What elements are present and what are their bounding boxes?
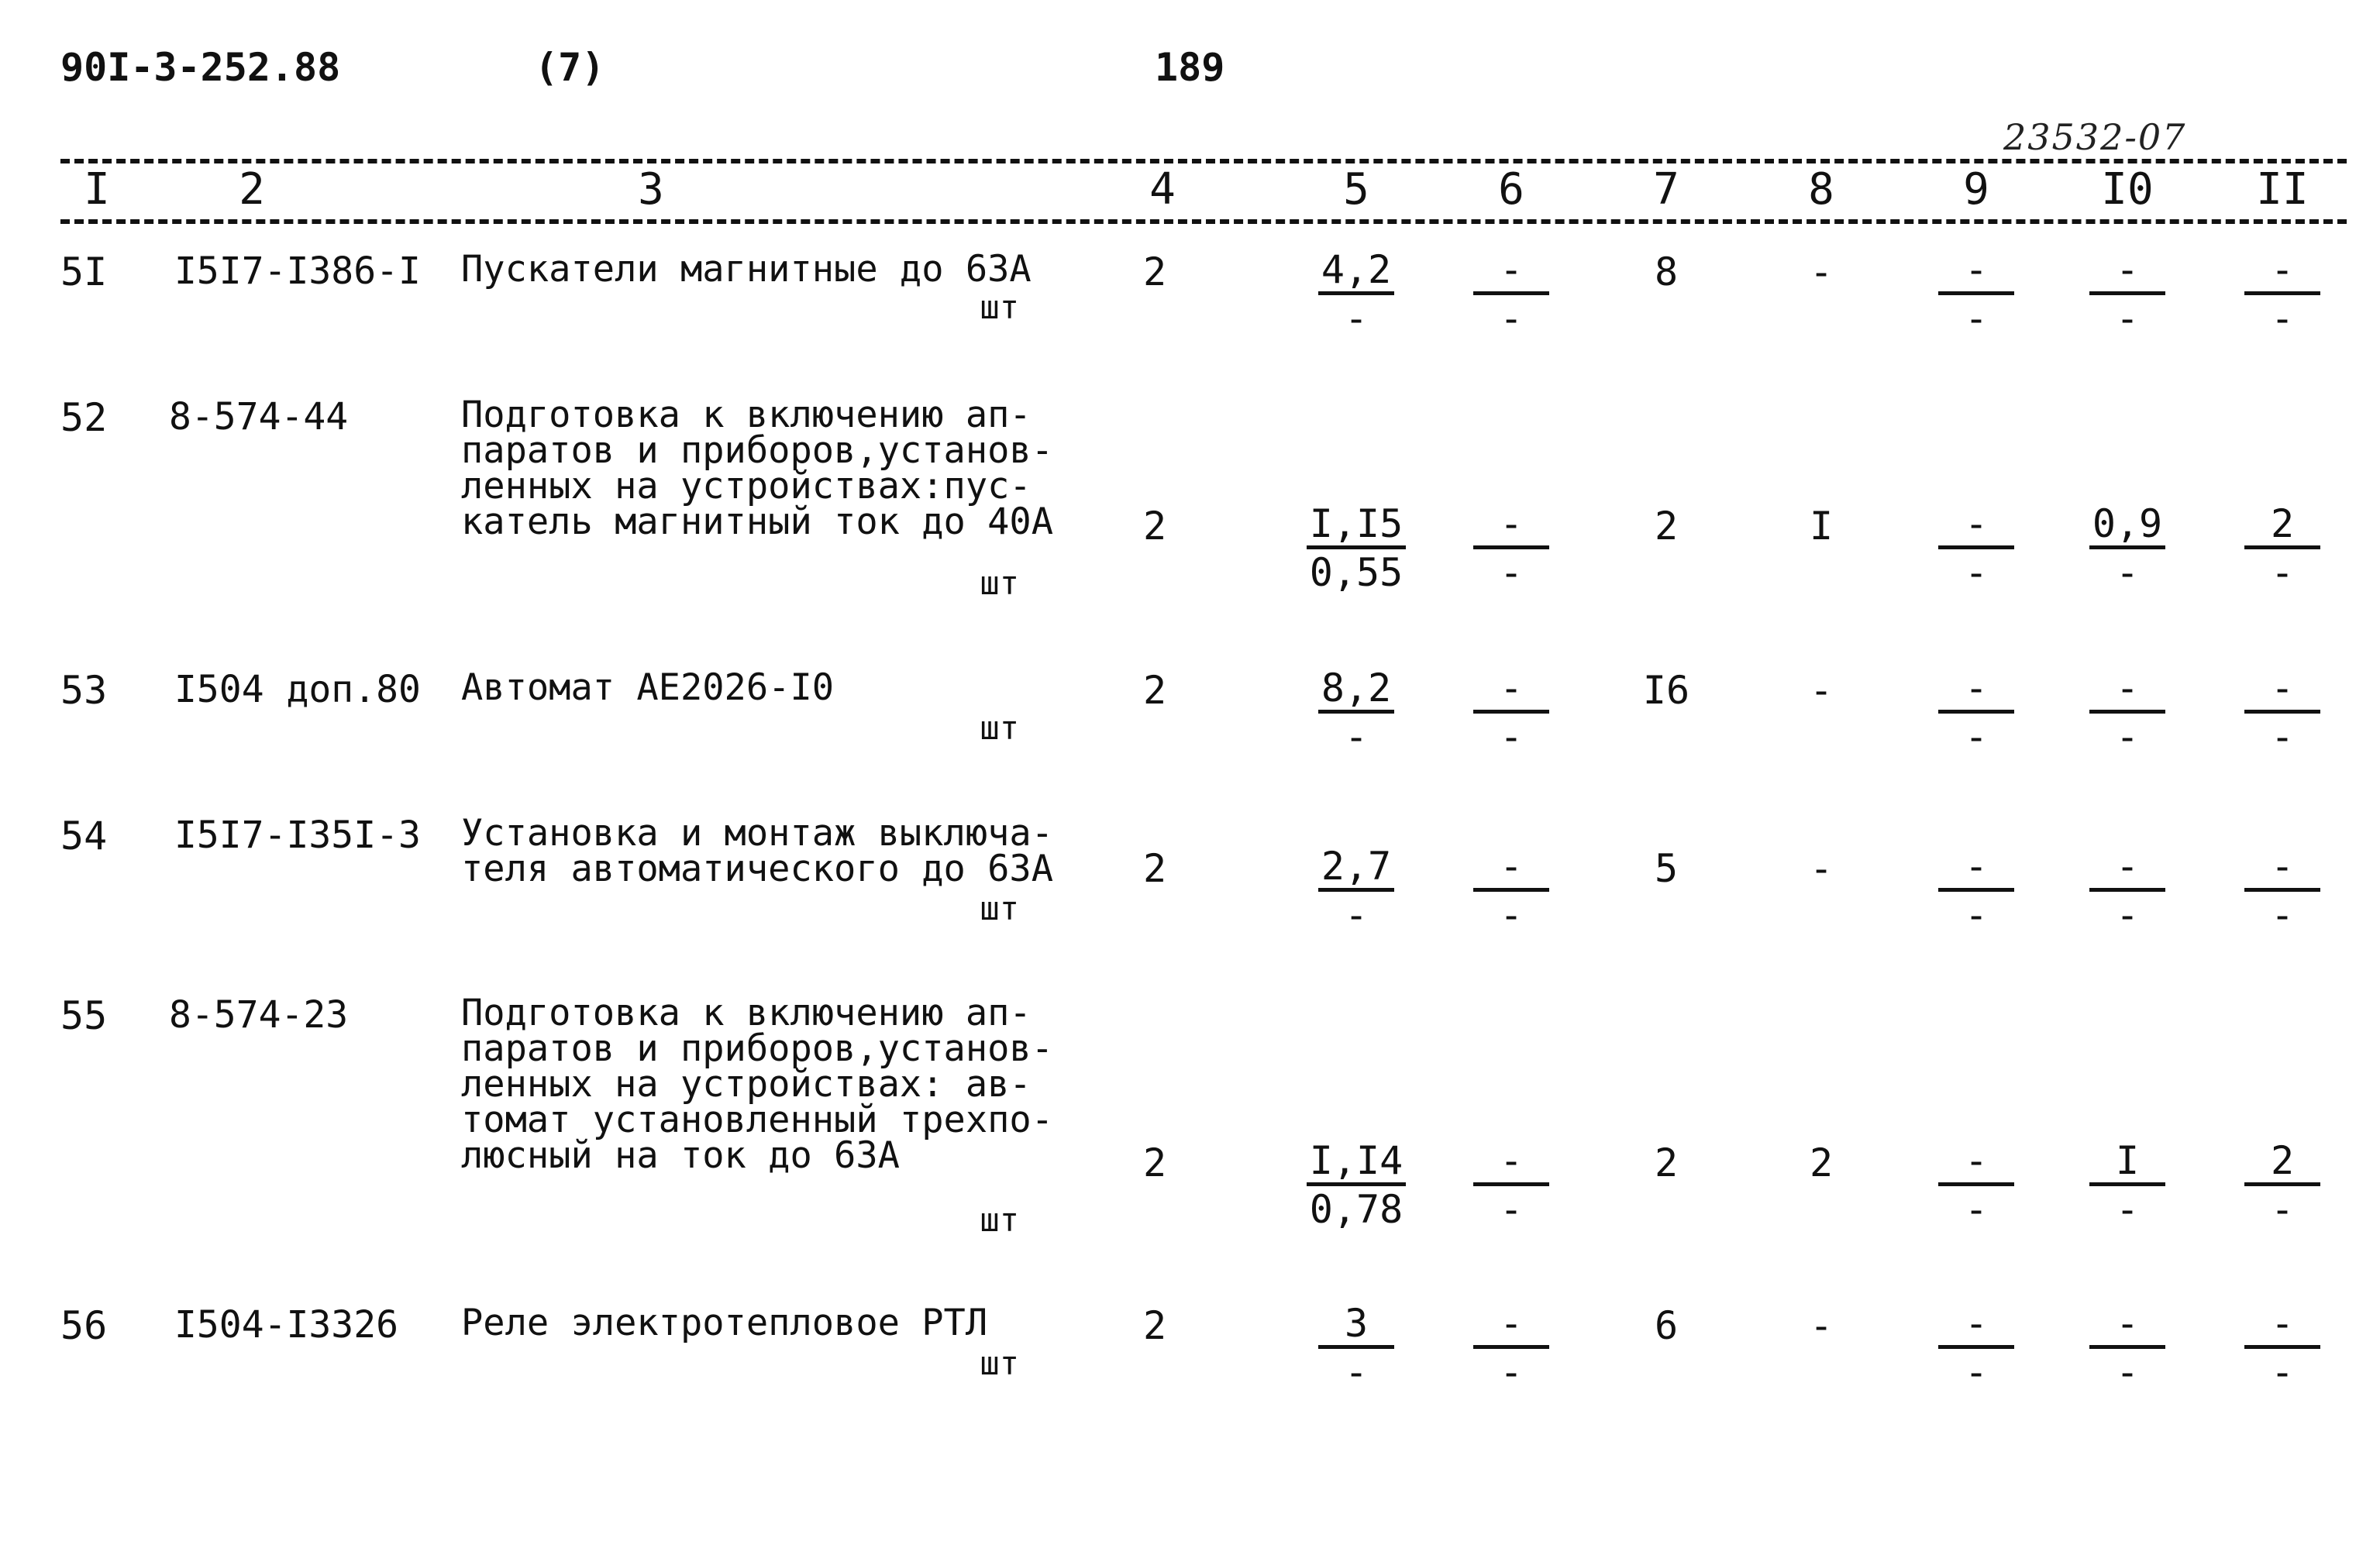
- item-description: Автомат АЕ2026-I0: [461, 666, 835, 709]
- quantity-cell: 2: [1142, 504, 1167, 549]
- column-header-2: 2: [239, 164, 265, 215]
- item-description: Реле электротепловое РТЛ: [461, 1302, 988, 1344]
- fraction-cell-5: 2,7 -: [1302, 843, 1410, 938]
- column-header-10: I0: [2101, 164, 2154, 215]
- fraction-cell-11: - -: [2228, 246, 2337, 342]
- fraction-cell-6: - -: [1457, 843, 1565, 938]
- quantity-cell: 2: [1142, 1140, 1167, 1185]
- norm-code: I504-I3326: [174, 1303, 398, 1347]
- page-number: 189: [1155, 45, 1225, 90]
- fraction-cell-9: - -: [1922, 501, 2030, 596]
- item-description: Подготовка к включению ап- паратов и приборов,установ- ленных на устройствах: ав- томат установленный трехпо- люсный на ток до 63А: [461, 992, 1054, 1177]
- header-rule-bottom: [60, 219, 2347, 224]
- item-description: Пускатели магнитные до 63А: [461, 248, 1032, 291]
- row-number: 55: [60, 993, 108, 1038]
- column-header-3: 3: [638, 164, 664, 215]
- row-number: 54: [60, 814, 108, 858]
- row-number: 5I: [60, 249, 108, 294]
- norm-code: I5I7-I35I-3: [174, 814, 421, 857]
- norm-code: I504 доп.80: [174, 668, 421, 711]
- cell-7: 5: [1654, 846, 1679, 891]
- cell-8: -: [1809, 249, 1834, 294]
- fraction-cell-9: - -: [1922, 665, 2030, 760]
- norm-code: 8-574-44: [169, 395, 349, 439]
- cell-7: 2: [1654, 504, 1679, 549]
- fraction-cell-5: 3 -: [1302, 1300, 1410, 1395]
- fraction-cell-10: 0,9 -: [2073, 501, 2182, 596]
- column-header-7: 7: [1653, 164, 1679, 215]
- row-number: 52: [60, 395, 108, 440]
- column-header-6: 6: [1498, 164, 1524, 215]
- section-number: (7): [535, 45, 605, 90]
- quantity-cell: 2: [1142, 1303, 1167, 1348]
- unit-label: шт: [980, 1344, 1019, 1382]
- fraction-cell-6: - -: [1457, 246, 1565, 342]
- fraction-cell-9: - -: [1922, 843, 2030, 938]
- fraction-cell-10: - -: [2073, 665, 2182, 760]
- quantity-cell: 2: [1142, 249, 1167, 294]
- fraction-cell-10: - -: [2073, 246, 2182, 342]
- cell-8: 2: [1809, 1140, 1834, 1185]
- header-rule-top: [60, 159, 2347, 163]
- column-header-11: II: [2256, 164, 2309, 215]
- fraction-cell-10: I -: [2073, 1137, 2182, 1233]
- column-header-4: 4: [1149, 164, 1176, 215]
- fraction-cell-6: - -: [1457, 501, 1565, 596]
- cell-8: -: [1809, 846, 1834, 891]
- handwritten-stamp: 23532-07: [2003, 116, 2187, 158]
- fraction-cell-5: 4,2 -: [1302, 246, 1410, 342]
- item-description: Подготовка к включению ап- паратов и приборов,установ- ленных на устройствах:пус- катель магнитный ток до 40А: [461, 394, 1054, 543]
- fraction-cell-6: - -: [1457, 665, 1565, 760]
- fraction-cell-5: 8,2 -: [1302, 665, 1410, 760]
- fraction-cell-6: - -: [1457, 1300, 1565, 1395]
- fraction-cell-9: - -: [1922, 1300, 2030, 1395]
- row-number: 56: [60, 1303, 108, 1348]
- document-code: 90I-3-252.88: [60, 45, 341, 90]
- fraction-cell-11: 2 -: [2228, 1137, 2337, 1233]
- column-header-8: 8: [1808, 164, 1834, 215]
- quantity-cell: 2: [1142, 668, 1167, 713]
- fraction-cell-10: - -: [2073, 843, 2182, 938]
- fraction-cell-11: - -: [2228, 665, 2337, 760]
- fraction-cell-10: - -: [2073, 1300, 2182, 1395]
- cell-8: -: [1809, 668, 1834, 713]
- row-number: 53: [60, 668, 108, 713]
- column-header-1: I: [84, 164, 110, 215]
- fraction-cell-9: - -: [1922, 1137, 2030, 1233]
- cell-8: -: [1809, 1303, 1834, 1348]
- unit-label: шт: [980, 1201, 1019, 1239]
- fraction-cell-11: - -: [2228, 1300, 2337, 1395]
- unit-label: шт: [980, 288, 1019, 326]
- fraction-cell-6: - -: [1457, 1137, 1565, 1233]
- norm-code: 8-574-23: [169, 993, 349, 1037]
- unit-label: шт: [980, 564, 1019, 602]
- quantity-cell: 2: [1142, 846, 1167, 891]
- unit-label: шт: [980, 709, 1019, 747]
- fraction-cell-11: - -: [2228, 843, 2337, 938]
- column-header-9: 9: [1963, 164, 1989, 215]
- unit-label: шт: [980, 889, 1019, 927]
- cell-7: 8: [1654, 249, 1679, 294]
- item-description: Установка и монтаж выключа- теля автоматического до 63А: [461, 812, 1054, 890]
- cell-7: 6: [1654, 1303, 1679, 1348]
- column-header-5: 5: [1343, 164, 1369, 215]
- fraction-cell-5: $\frac{I,I4}{0,78}$: [1302, 1137, 1410, 1233]
- cell-7: 2: [1654, 1140, 1679, 1185]
- fraction-cell-5: $\frac{I,I5}{0,55}$: [1302, 501, 1410, 596]
- fraction-cell-11: 2 -: [2228, 501, 2337, 596]
- cell-7: I6: [1642, 668, 1690, 713]
- norm-code: I5I7-I386-I: [174, 249, 421, 293]
- fraction-cell-9: - -: [1922, 246, 2030, 342]
- cell-8: I: [1809, 504, 1834, 549]
